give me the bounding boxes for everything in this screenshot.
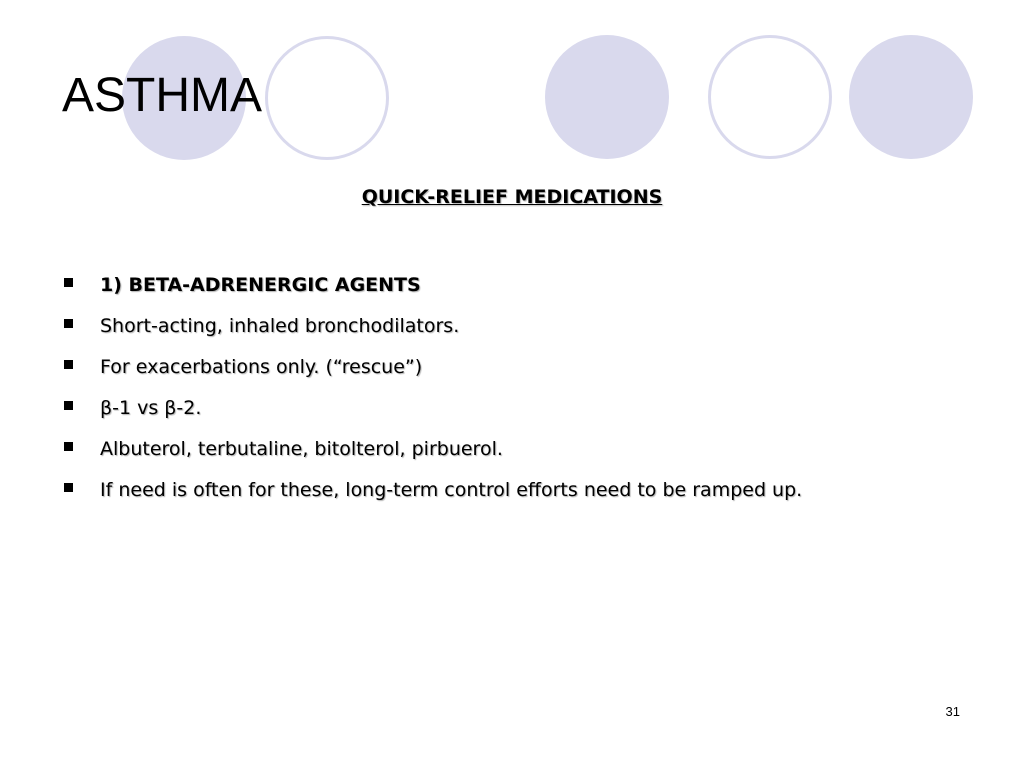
bullet-list xyxy=(62,268,1002,514)
bullet-item xyxy=(62,432,1002,473)
bullet-text: β-1 vs β-2. xyxy=(100,397,202,419)
decorative-circle-outline xyxy=(708,35,832,159)
bullet-item xyxy=(62,268,1002,309)
bullet-text: Albuterol, terbutaline, bitolterol, pirbuerol. xyxy=(100,438,503,460)
bullet-text: Short-acting, inhaled bronchodilators. xyxy=(100,315,460,337)
square-bullet-icon xyxy=(64,360,73,369)
page-number: 31 xyxy=(945,704,960,719)
square-bullet-icon xyxy=(64,319,73,328)
square-bullet-icon xyxy=(64,401,73,410)
square-bullet-icon xyxy=(64,278,73,287)
decorative-circle-filled xyxy=(545,35,669,159)
slide-title: ASTHMA xyxy=(62,69,263,122)
decorative-circle-outline xyxy=(265,36,389,160)
decorative-circle-filled xyxy=(849,35,973,159)
bullet-text: If need is often for these, long-term control efforts need to be ramped up. xyxy=(100,479,803,501)
bullet-text: For exacerbations only. (“rescue”) xyxy=(100,356,423,378)
square-bullet-icon xyxy=(64,442,73,451)
bullet-item xyxy=(62,350,1002,391)
bullet-text: 1) BETA-ADRENERGIC AGENTS xyxy=(100,274,421,296)
bullet-item xyxy=(62,391,1002,432)
bullet-item xyxy=(62,309,1002,350)
square-bullet-icon xyxy=(64,483,73,492)
slide-subtitle: QUICK-RELIEF MEDICATIONS xyxy=(361,186,663,208)
bullet-item xyxy=(62,473,1002,514)
